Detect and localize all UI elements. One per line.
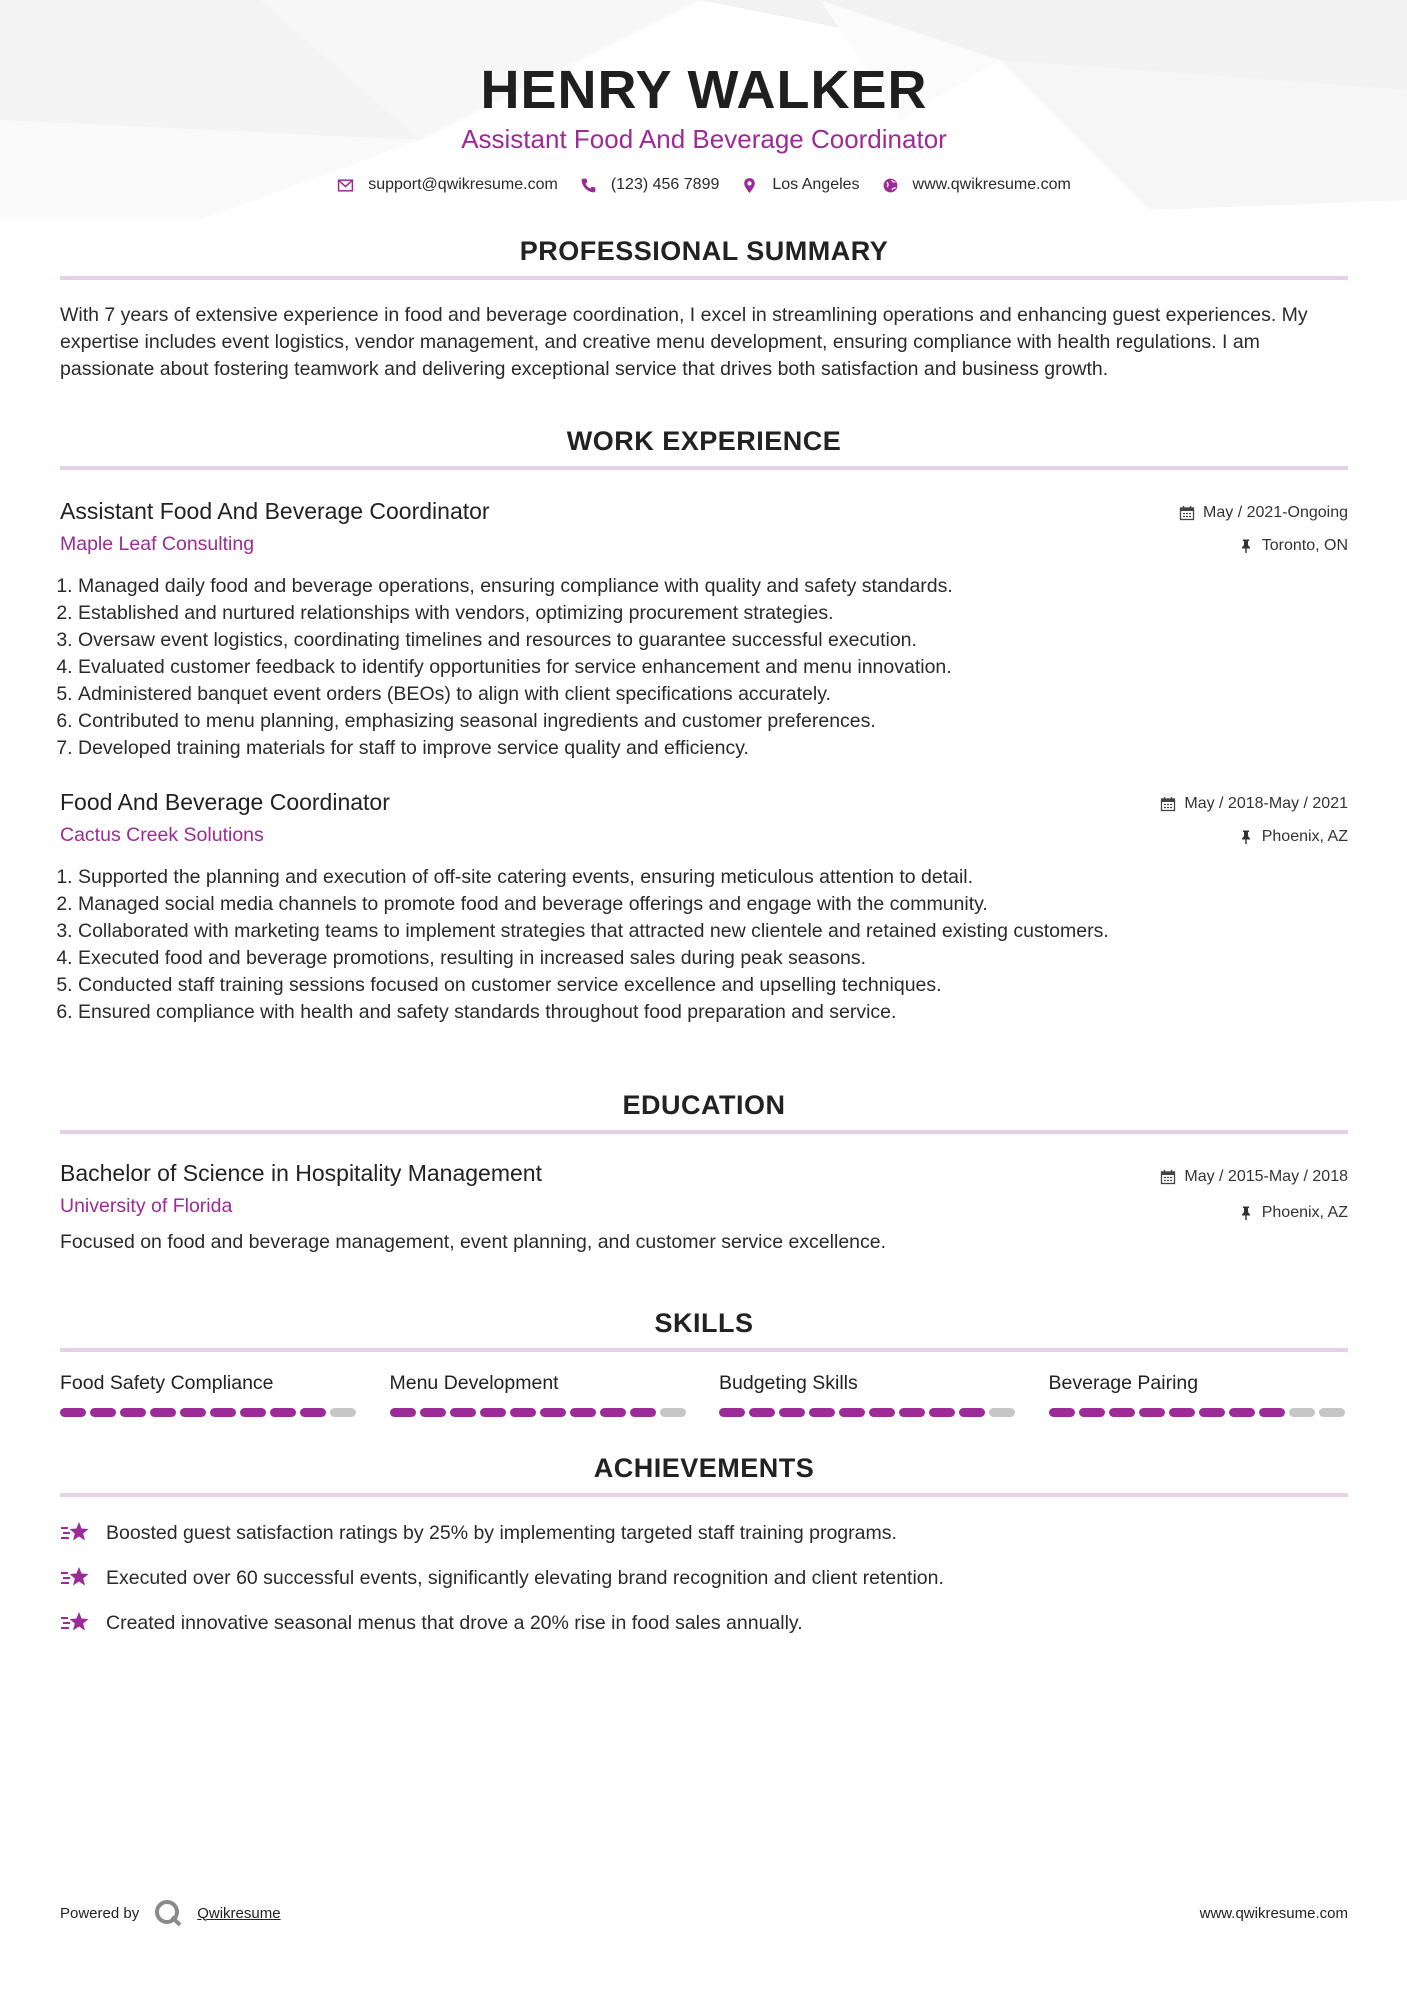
skill-segment-filled	[749, 1408, 775, 1417]
experience-section	[60, 424, 1348, 1026]
contact-phone-text: (123) 456 7899	[610, 176, 720, 193]
shooting-star-icon	[60, 1564, 92, 1592]
job-title: Assistant Food And Beverage Coordinator	[60, 498, 490, 524]
skill-item	[719, 1370, 1019, 1417]
calendar-icon	[1160, 796, 1176, 812]
school-name: University of Florida	[60, 1195, 233, 1217]
skill-item	[60, 1370, 360, 1417]
list-item: 4. Evaluated customer feedback to identify opportunities for service enhancement and menu innovation.	[78, 654, 1348, 681]
skill-segment-filled	[390, 1408, 416, 1417]
job-dates	[1179, 496, 1348, 529]
achievement-text: Boosted guest satisfaction ratings by 25% by implementing targeted staff training programs.	[106, 1521, 897, 1544]
calendar-icon	[1179, 505, 1195, 521]
skill-segment-filled	[1109, 1408, 1135, 1417]
job-meta	[1160, 787, 1348, 853]
skill-segment-empty	[1319, 1408, 1345, 1417]
contact-website-text: www.qwikresume.com	[912, 176, 1071, 193]
skill-segment-filled	[899, 1408, 925, 1417]
skill-name: Beverage Pairing	[1048, 1372, 1199, 1394]
contact-phone[interactable]	[580, 176, 720, 194]
powered-by	[60, 1898, 281, 1928]
skill-segment-filled	[839, 1408, 865, 1417]
job-company: Maple Leaf Consulting	[60, 533, 255, 555]
list-item: 5. Administered banquet event orders (BEOs) to align with client specifications accurately.	[78, 681, 1348, 708]
skill-segment-filled	[510, 1408, 536, 1417]
achievements-heading: ACHIEVEMENTS	[593, 1453, 815, 1483]
skill-segment-filled	[719, 1408, 745, 1417]
contact-email[interactable]	[337, 176, 558, 194]
qwikresume-logo-icon	[153, 1898, 183, 1928]
page-footer	[60, 1898, 1348, 1928]
skill-segment-filled	[210, 1408, 236, 1417]
skill-segment-filled	[869, 1408, 895, 1417]
job-entry	[60, 496, 1348, 762]
resume-header	[60, 0, 1348, 194]
skill-segment-filled	[90, 1408, 116, 1417]
skill-segment-filled	[779, 1408, 805, 1417]
achievements-section	[60, 1451, 1348, 1637]
skill-segment-filled	[1169, 1408, 1195, 1417]
skill-segment-filled	[1139, 1408, 1165, 1417]
job-location	[1160, 820, 1348, 853]
skill-segment-filled	[1049, 1408, 1075, 1417]
job-title: Food And Beverage Coordinator	[60, 789, 390, 815]
skill-name: Menu Development	[389, 1372, 559, 1394]
contact-location	[741, 176, 859, 194]
skill-segment-filled	[150, 1408, 176, 1417]
pushpin-icon	[1238, 1205, 1254, 1221]
contact-email-text: support@qwikresume.com	[368, 176, 558, 193]
candidate-name: HENRY WALKER	[480, 60, 928, 120]
list-item: 3. Collaborated with marketing teams to implement strategies that attracted new clientele and retained existing customers.	[78, 918, 1348, 945]
skill-item	[390, 1370, 690, 1417]
section-divider	[60, 466, 1348, 470]
job-company: Cactus Creek Solutions	[60, 824, 264, 846]
candidate-title: Assistant Food And Beverage Coordinator	[461, 124, 947, 154]
footer-website[interactable]: www.qwikresume.com	[1199, 1904, 1348, 1922]
skill-segment-filled	[120, 1408, 146, 1417]
list-item: 5. Conducted staff training sessions focused on customer service excellence and upselling techniques.	[78, 972, 1348, 999]
section-divider	[60, 1493, 1348, 1497]
skill-name: Budgeting Skills	[719, 1372, 858, 1394]
skill-segment-filled	[1079, 1408, 1105, 1417]
pushpin-icon	[1238, 538, 1254, 554]
skill-segment-filled	[600, 1408, 626, 1417]
education-dates-text: May / 2015-May / 2018	[1184, 1168, 1348, 1185]
list-item: 6. Ensured compliance with health and safety standards throughout food preparation and service.	[78, 999, 1348, 1026]
education-heading: EDUCATION	[622, 1090, 786, 1120]
skill-rating-bar	[60, 1408, 360, 1417]
skill-segment-filled	[240, 1408, 266, 1417]
map-marker-icon	[741, 177, 758, 194]
skill-item	[1049, 1370, 1349, 1417]
skills-list	[60, 1370, 1348, 1417]
education-location-text: Phoenix, AZ	[1261, 1203, 1348, 1221]
degree-title: Bachelor of Science in Hospitality Management	[60, 1160, 542, 1186]
skill-segment-filled	[60, 1408, 86, 1417]
envelope-icon	[337, 177, 354, 194]
job-dates-text: May / 2021-Ongoing	[1203, 503, 1348, 521]
achievements-list	[60, 1519, 1348, 1637]
education-dates	[1160, 1158, 1348, 1196]
skill-segment-filled	[630, 1408, 656, 1417]
skill-segment-empty	[989, 1408, 1015, 1417]
achievement-item	[60, 1609, 1348, 1637]
job-bullets	[60, 573, 1348, 762]
skill-segment-filled	[809, 1408, 835, 1417]
powered-by-label: Powered by	[60, 1904, 140, 1922]
brand-link[interactable]: Qwikresume	[197, 1904, 281, 1922]
job-dates	[1160, 787, 1348, 820]
skill-rating-bar	[390, 1408, 690, 1417]
skill-segment-filled	[1259, 1408, 1285, 1417]
list-item: 7. Developed training materials for staff to improve service quality and efficiency.	[78, 735, 1348, 762]
education-location	[1160, 1196, 1348, 1229]
summary-text: With 7 years of extensive experience in food and beverage coordination, I excel in streamlining operations and enhancing guest experiences. My expertise includes event logistics, vendor management, and creative menu development, ensuring compliance with health regulations. I am passionate about fostering teamwork and delivering exceptional service that drives both satisfaction and business growth.	[60, 304, 1308, 380]
achievement-text: Created innovative seasonal menus that drove a 20% rise in food sales annually.	[106, 1611, 803, 1634]
skill-segment-filled	[1229, 1408, 1255, 1417]
achievement-item	[60, 1564, 1348, 1592]
skill-segment-filled	[450, 1408, 476, 1417]
skill-segment-filled	[1199, 1408, 1225, 1417]
skill-segment-empty	[1289, 1408, 1315, 1417]
contact-website[interactable]	[882, 176, 1071, 194]
globe-icon	[882, 177, 899, 194]
skill-segment-filled	[420, 1408, 446, 1417]
calendar-icon	[1160, 1169, 1176, 1185]
achievement-text: Executed over 60 successful events, significantly elevating brand recognition and client retention.	[106, 1566, 944, 1589]
list-item: 2. Established and nurtured relationships with vendors, optimizing procurement strategies.	[78, 600, 1348, 627]
skill-rating-bar	[1049, 1408, 1349, 1417]
skills-section	[60, 1306, 1348, 1417]
list-item: 2. Managed social media channels to promote food and beverage offerings and engage with the community.	[78, 891, 1348, 918]
job-entry	[60, 787, 1348, 1026]
achievement-item	[60, 1519, 1348, 1547]
contact-bar	[60, 176, 1348, 194]
summary-section	[60, 234, 1348, 383]
shooting-star-icon	[60, 1519, 92, 1547]
experience-heading: WORK EXPERIENCE	[566, 426, 842, 456]
skill-segment-filled	[540, 1408, 566, 1417]
skills-heading: SKILLS	[654, 1308, 754, 1338]
list-item: 1. Managed daily food and beverage operations, ensuring compliance with quality and safety standards.	[78, 573, 1348, 600]
summary-heading: PROFESSIONAL SUMMARY	[519, 236, 889, 266]
education-entry	[60, 1158, 1348, 1256]
list-item: 3. Oversaw event logistics, coordinating timelines and resources to guarantee successful execution.	[78, 627, 1348, 654]
phone-icon	[580, 177, 597, 194]
skill-segment-empty	[660, 1408, 686, 1417]
skill-segment-filled	[480, 1408, 506, 1417]
job-location-text: Toronto, ON	[1261, 536, 1348, 554]
education-description: Focused on food and beverage management, event planning, and customer service excellence.	[60, 1231, 887, 1253]
education-section	[60, 1088, 1348, 1256]
section-divider	[60, 1348, 1348, 1352]
section-divider	[60, 276, 1348, 280]
shooting-star-icon	[60, 1609, 92, 1637]
job-location-text: Phoenix, AZ	[1261, 827, 1348, 845]
education-meta	[1160, 1158, 1348, 1229]
section-divider	[60, 1130, 1348, 1134]
skill-name: Food Safety Compliance	[60, 1372, 274, 1394]
job-meta	[1179, 496, 1348, 562]
list-item: 4. Executed food and beverage promotions, resulting in increased sales during peak seasons.	[78, 945, 1348, 972]
skill-segment-filled	[959, 1408, 985, 1417]
skill-rating-bar	[719, 1408, 1019, 1417]
job-dates-text: May / 2018-May / 2021	[1184, 794, 1348, 812]
contact-location-text: Los Angeles	[772, 176, 860, 193]
skill-segment-empty	[330, 1408, 356, 1417]
list-item: 6. Contributed to menu planning, emphasizing seasonal ingredients and customer preferences.	[78, 708, 1348, 735]
skill-segment-filled	[270, 1408, 296, 1417]
job-location	[1179, 529, 1348, 562]
pushpin-icon	[1238, 829, 1254, 845]
skill-segment-filled	[180, 1408, 206, 1417]
list-item: 1. Supported the planning and execution of off-site catering events, ensuring meticulous attention to detail.	[78, 864, 1348, 891]
skill-segment-filled	[300, 1408, 326, 1417]
job-bullets	[60, 864, 1348, 1026]
skill-segment-filled	[570, 1408, 596, 1417]
skill-segment-filled	[929, 1408, 955, 1417]
